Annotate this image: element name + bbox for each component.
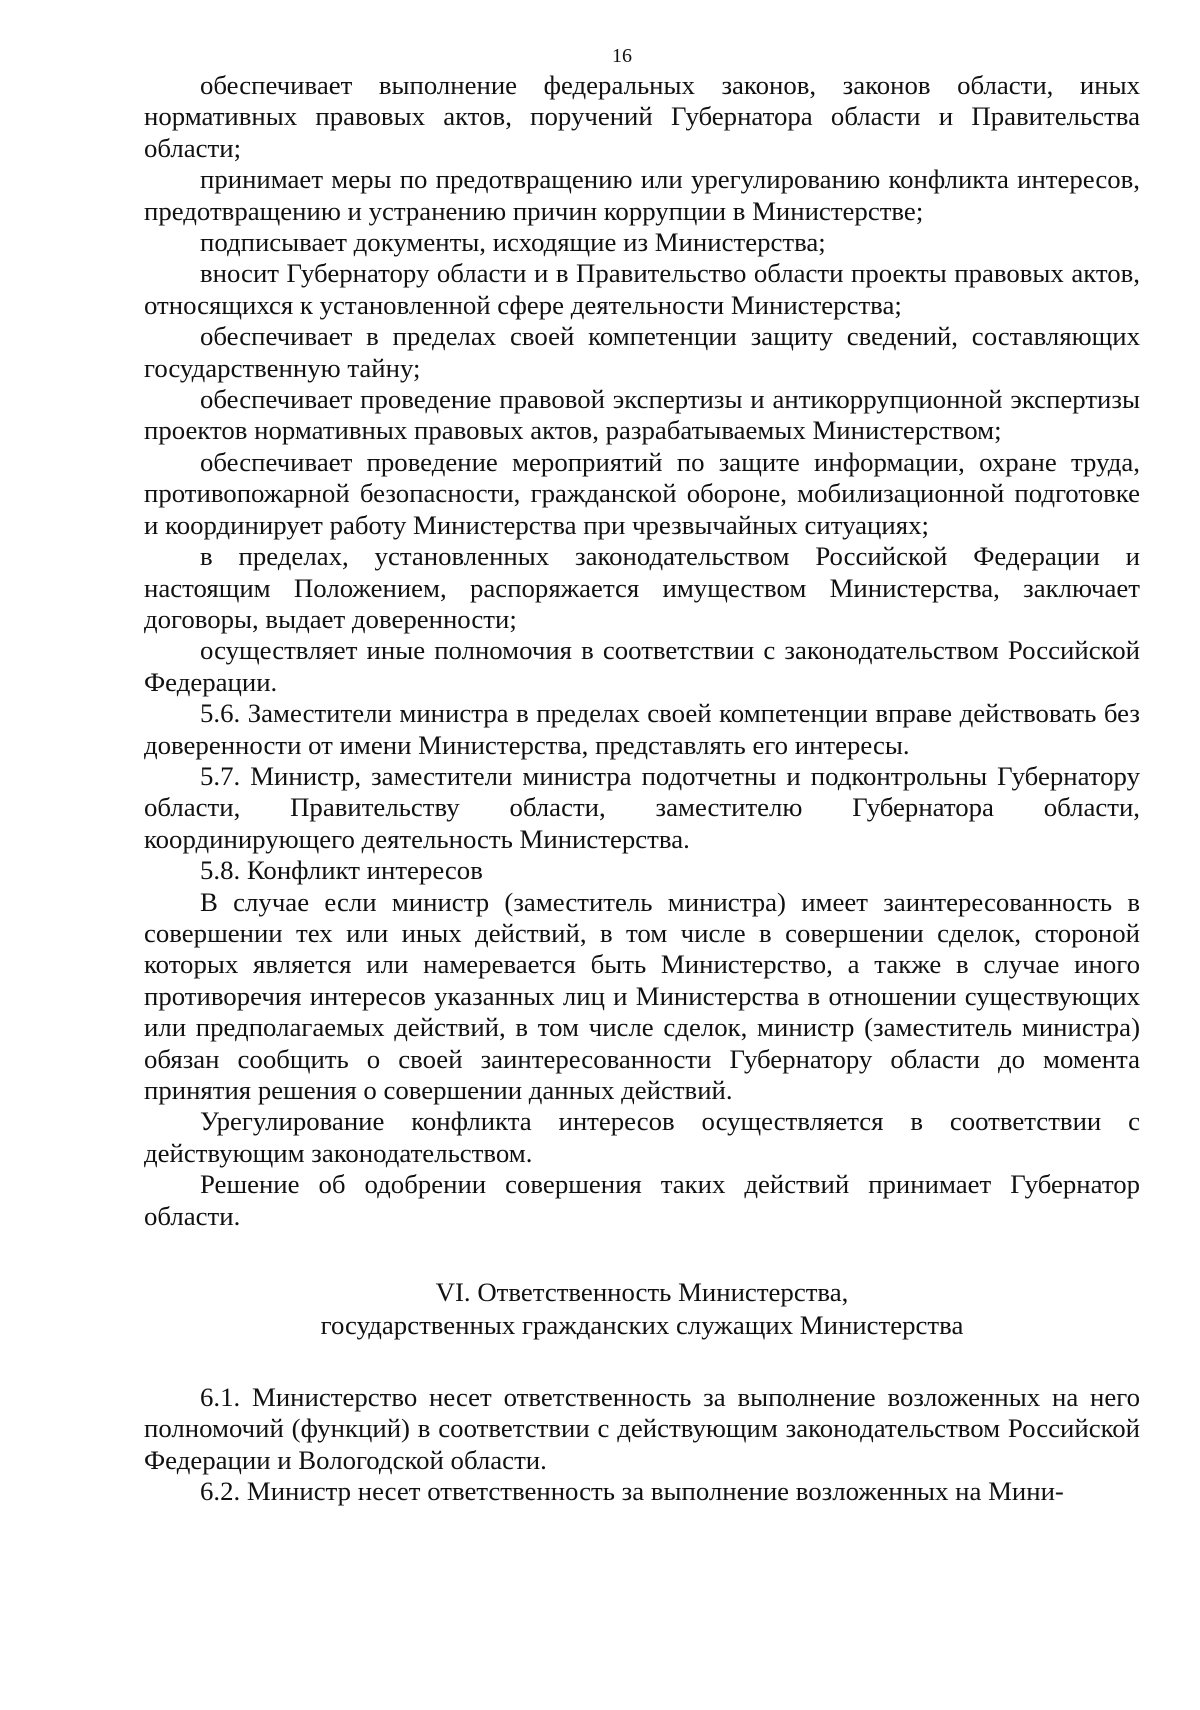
paragraphs-top — [144, 70, 1140, 1232]
paragraph: обеспечивает проведение мероприятий по защите информации, охране труда, противопожарной безопасности, гражданской обороне, мобилизационной подготовке и координирует работу Министерства при чрезвычайных ситуациях; — [144, 446, 1140, 540]
paragraph: обеспечивает выполнение федеральных законов, законов области, иных нормативных правовых актов, поручений Губернатора области и Правительства области; — [144, 70, 1140, 163]
paragraph-6-2: 6.2. Министр несет ответственность за выполнение возложенных на Мини- — [200, 1476, 1064, 1507]
paragraphs-bottom — [144, 1382, 1140, 1508]
paragraph: обеспечивает в пределах своей компетенции защиту сведений, составляющих государственную тайну; — [144, 321, 1140, 383]
paragraph-5-6: 5.6. Заместители министра в пределах своей компетенции вправе действовать без доверенности от имени Министерства, представлять его интересы. — [144, 698, 1140, 760]
section-heading — [144, 1276, 1140, 1342]
paragraph: Урегулирование конфликта интересов осуществляется в соответствии с действующим законодательством. — [144, 1106, 1140, 1168]
page-number: 16 — [612, 45, 632, 67]
section-heading-line-2: государственных гражданских служащих Министерства — [320, 1310, 964, 1341]
paragraph-5-8-title: 5.8. Конфликт интересов — [200, 855, 483, 886]
paragraph-5-7: 5.7. Министр, заместители министра подотчетны и подконтрольны Губернатору области, Правительству области, заместителю Губернатора области, координирующего деятельность Министерства. — [144, 760, 1140, 854]
paragraph: В случае если министр (заместитель министра) имеет заинтересованность в совершении тех или иных действий, в том числе в совершении сделок, стороной которых является или намеревается быть Министерство, а также в случае иного противоречия интересов указанных лиц и Министерства в отношении существующих или предполагаемых действий, в том числе сделок, министр (заместитель министра) обязан сообщить о своей заинтересованности Губернатору области до момента принятия решения о совершении данных действий. — [144, 886, 1140, 1105]
paragraph-6-1: 6.1. Министерство несет ответственность за выполнение возложенных на него полномочий (функций) в соответствии с действующим законодательством Российской Федерации и Вологодской области. — [144, 1382, 1140, 1475]
paragraph: обеспечивает проведение правовой экспертизы и антикоррупционной экспертизы проектов нормативных правовых актов, разрабатываемых Министерством; — [144, 384, 1140, 446]
paragraph: Решение об одобрении совершения таких действий принимает Губернатор области. — [144, 1169, 1140, 1231]
paragraph: принимает меры по предотвращению или урегулированию конфликта интересов, предотвращению и устранению причин коррупции в Министерстве; — [144, 164, 1140, 226]
paragraph: осуществляет иные полномочия в соответствии с законодательством Российской Федерации. — [144, 635, 1140, 697]
paragraph: в пределах, установленных законодательством Российской Федерации и настоящим Положением, распоряжается имуществом Министерства, заключает договоры, выдает доверенности; — [144, 541, 1140, 634]
paragraph: вносит Губернатору области и в Правительство области проекты правовых актов, относящихся к установленной сфере деятельности Министерства; — [144, 258, 1140, 320]
section-heading-line-1: VI. Ответственность Министерства, — [435, 1277, 849, 1308]
document-page — [144, 44, 1140, 1508]
paragraph: подписывает документы, исходящие из Министерства; — [200, 227, 826, 258]
